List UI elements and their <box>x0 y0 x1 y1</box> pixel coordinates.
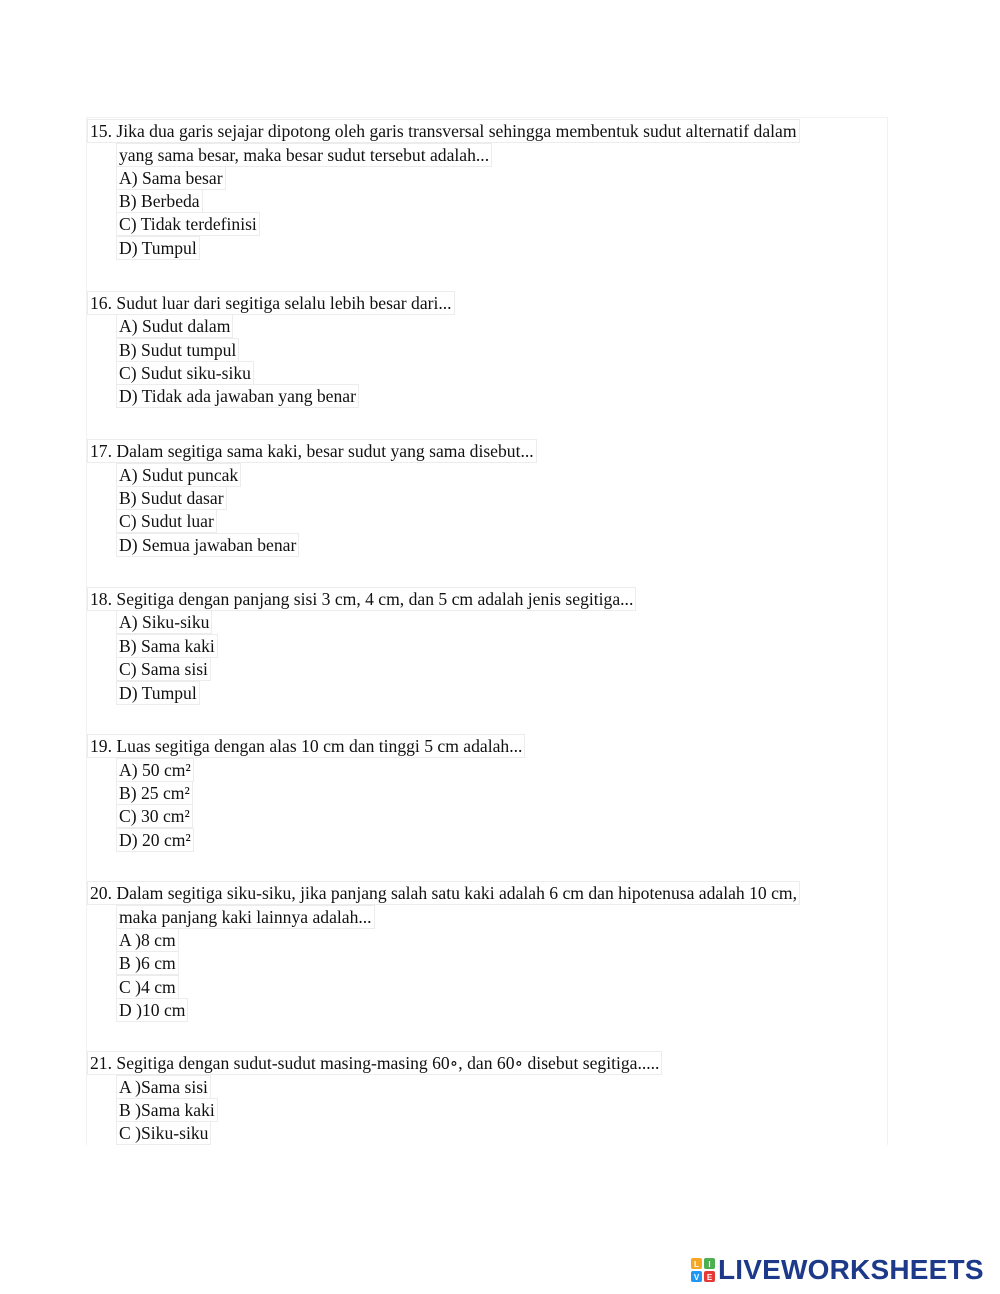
question-19-option-d: D) 20 cm² <box>116 828 194 852</box>
liveworksheets-wordmark[interactable]: LIVEWORKSHEETS <box>718 1254 984 1285</box>
question-18-stem: 18. Segitiga dengan panjang sisi 3 cm, 4 cm, dan 5 cm adalah jenis segitiga... <box>87 587 636 611</box>
question-20-option-a: A )8 cm <box>116 928 179 952</box>
question-18-option-d: D) Tumpul <box>116 681 200 705</box>
question-16-option-b: B) Sudut tumpul <box>116 338 239 362</box>
question-16-option-d: D) Tidak ada jawaban yang benar <box>116 384 359 408</box>
question-16-stem: 16. Sudut luar dari segitiga selalu lebih besar dari... <box>87 291 455 315</box>
question-16-option-a: A) Sudut dalam <box>116 314 233 338</box>
question-20-option-b: B )6 cm <box>116 951 179 975</box>
logo-letter-v: V <box>693 1273 700 1282</box>
question-18-option-c: C) Sama sisi <box>116 657 211 681</box>
question-18-option-a: A) Siku-siku <box>116 610 212 634</box>
question-17-option-a: A) Sudut puncak <box>116 463 241 487</box>
question-19-option-b: B) 25 cm² <box>116 781 193 805</box>
question-20-stem-line-2: maka panjang kaki lainnya adalah... <box>116 905 375 929</box>
logo-letter-l: L <box>694 1260 699 1269</box>
question-20-option-d: D )10 cm <box>116 998 188 1022</box>
question-17-option-b: B) Sudut dasar <box>116 486 227 510</box>
question-21-option-a: A )Sama sisi <box>116 1075 211 1099</box>
question-17-stem: 17. Dalam segitiga sama kaki, besar sudut yang sama disebut... <box>87 439 537 463</box>
question-17-option-d: D) Semua jawaban benar <box>116 533 299 557</box>
question-19-stem: 19. Luas segitiga dengan alas 10 cm dan tinggi 5 cm adalah... <box>87 734 525 758</box>
question-15-stem: 15. Jika dua garis sejajar dipotong oleh garis transversal sehingga membentuk sudut alternatif dalam <box>87 119 800 143</box>
liveworksheets-logo-icon <box>690 1257 716 1283</box>
question-21-option-b: B )Sama kaki <box>116 1098 218 1122</box>
question-15-option-b: B) Berbeda <box>116 189 203 213</box>
logo-letter-i: I <box>708 1260 711 1269</box>
question-15-stem-line-2: yang sama besar, maka besar sudut tersebut adalah... <box>116 143 492 167</box>
logo-letter-e: E <box>706 1273 713 1282</box>
question-18-option-b: B) Sama kaki <box>116 634 218 658</box>
liveworksheets-brand <box>690 1253 984 1287</box>
question-20-stem: 20. Dalam segitiga siku-siku, jika panjang salah satu kaki adalah 6 cm dan hipotenusa adalah 10 cm, <box>87 881 800 905</box>
question-21-option-c: C )Siku-siku <box>116 1121 211 1145</box>
question-15-option-c: C) Tidak terdefinisi <box>116 212 260 236</box>
question-15-option-a: A) Sama besar <box>116 166 226 190</box>
question-19-option-c: C) 30 cm² <box>116 804 193 828</box>
question-15-option-d: D) Tumpul <box>116 236 200 260</box>
question-19-option-a: A) 50 cm² <box>116 758 194 782</box>
question-17-option-c: C) Sudut luar <box>116 509 217 533</box>
question-21-stem: 21. Segitiga dengan sudut-sudut masing-masing 60∘, dan 60∘ disebut segitiga..... <box>87 1051 662 1075</box>
question-20-option-c: C )4 cm <box>116 975 179 999</box>
question-16-option-c: C) Sudut siku-siku <box>116 361 254 385</box>
